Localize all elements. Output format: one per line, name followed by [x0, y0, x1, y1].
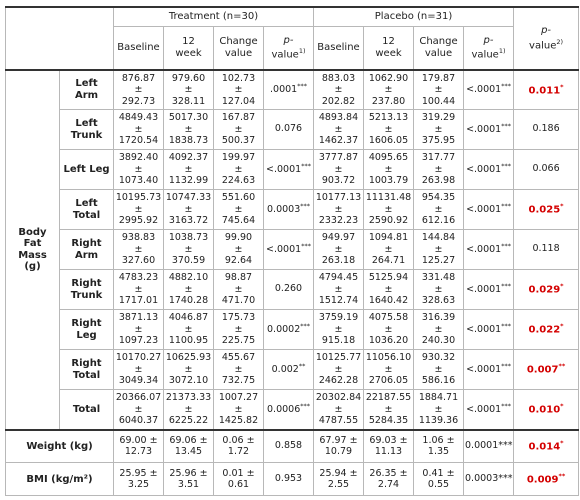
- row-label-text: Right Total: [71, 358, 102, 381]
- placebo-p-value-cell: [464, 110, 514, 150]
- treatment-p-value-cell: [264, 390, 314, 430]
- table-row: [6, 230, 579, 270]
- cell-value: 4075.58 ± 1036.20: [368, 312, 409, 347]
- cell-value: 1038.73 ± 370.59: [168, 232, 209, 267]
- between-group-p-value-cell: [514, 350, 579, 390]
- treatment-chg-cell: [214, 110, 264, 150]
- row-label: [60, 110, 114, 150]
- p-value-text: 0.076: [274, 123, 303, 135]
- placebo-chg-cell: [414, 390, 464, 430]
- cell-value: 3871.13 ± 1097.23: [118, 312, 159, 347]
- cell-value: 0.01 ± 0.61: [222, 467, 255, 490]
- cell-value: 949.97 ± 263.18: [321, 232, 356, 267]
- cell-value: 1884.71 ± 1139.36: [418, 392, 459, 426]
- row-label: [60, 150, 114, 190]
- p-value-text: 0.0006***: [267, 401, 310, 416]
- body-fat-mass-label: [6, 70, 60, 430]
- between-group-p-value-cell: [514, 390, 579, 430]
- cell-value: 25.96 ± 3.51: [169, 467, 208, 490]
- row-label-text: Left Trunk: [70, 118, 103, 141]
- cell-value: 5017.30 ± 1838.73: [168, 112, 209, 147]
- p-value-text: 0.118: [532, 243, 560, 255]
- treatment-12w-cell: [164, 390, 214, 430]
- placebo-12w-cell: [364, 190, 414, 230]
- cell-value: 551.60 ± 745.64: [221, 192, 256, 227]
- cell-value: 11131.48 ± 2590.92: [365, 192, 412, 227]
- table-row: [6, 350, 579, 390]
- placebo-base-cell: [314, 190, 364, 230]
- treatment-chg-cell: [214, 190, 264, 230]
- row-label: [60, 190, 114, 230]
- treatment-chg-cell: [214, 230, 264, 270]
- row-label-text: Right Trunk: [70, 278, 103, 301]
- cell-value: 10177.13 ± 2332.23: [315, 192, 362, 227]
- placebo-p-value-cell: [464, 190, 514, 230]
- treatment-chg-cell: [214, 390, 264, 430]
- p-value-text: <.0001***: [466, 362, 511, 376]
- cell-value: 319.29 ± 375.95: [421, 112, 456, 147]
- table-row: [6, 150, 579, 190]
- header-row-groups: [6, 7, 579, 26]
- between-group-p-value-cell: [514, 150, 579, 190]
- placebo-p-value-cell: [464, 70, 514, 110]
- treatment-p-value-cell: [264, 70, 314, 110]
- cell-value: 69.03 ± 11.13: [369, 434, 408, 458]
- cell-value: 69.00 ± 12.73: [119, 434, 158, 458]
- treatment-base-cell: [114, 110, 164, 150]
- treatment-base-cell: [114, 350, 164, 390]
- cell-value: 317.77 ± 263.98: [421, 152, 456, 187]
- placebo-12w-cell: [364, 230, 414, 270]
- treatment-p-value-cell: [264, 230, 314, 270]
- cell-value: 21373.33 ± 6225.22: [165, 392, 212, 426]
- row-label: [60, 350, 114, 390]
- placebo-base-cell: [314, 150, 364, 190]
- placebo-p-value-header: p- value$^{1)}$: [464, 26, 514, 69]
- cell-value: 10125.77 ± 2462.28: [315, 352, 362, 387]
- placebo-chg-cell: [414, 190, 464, 230]
- bmi-placebo-base-cell: [314, 463, 364, 496]
- cell-value: 4095.65 ± 1003.79: [368, 152, 409, 187]
- row-label: [60, 310, 114, 350]
- placebo-12w-cell: [364, 350, 414, 390]
- placebo-base-cell: [314, 110, 364, 150]
- between-group-p-value-cell: [514, 230, 579, 270]
- placebo-chg-cell: [414, 110, 464, 150]
- p-value-2-header: p- value$^{2)}$: [514, 7, 579, 70]
- treatment-12week-header: [164, 26, 214, 69]
- cell-value: 20366.07 ± 6040.37: [115, 392, 162, 426]
- cell-value: 3892.40 ± 1073.40: [118, 152, 159, 187]
- table-row: [6, 310, 579, 350]
- treatment-p-value-cell: [264, 190, 314, 230]
- table-row: [6, 110, 579, 150]
- cell-value: 10747.33 ± 3163.72: [165, 192, 212, 227]
- row-label: [60, 390, 114, 430]
- cell-value: 10195.73 ± 2995.92: [115, 192, 162, 227]
- row-label-text: Left Leg: [63, 163, 110, 175]
- p-value-text: 0.025*: [528, 202, 564, 216]
- placebo-p-value-cell: [464, 350, 514, 390]
- placebo-base-cell: [314, 350, 364, 390]
- treatment-12w-cell: [164, 350, 214, 390]
- weight-placebo-p-value-cell: 0.0001***: [464, 430, 514, 463]
- p-value-text: 0.029*: [528, 282, 564, 296]
- placebo-chg-cell: [414, 270, 464, 310]
- cell-value: 5125.94 ± 1640.42: [368, 272, 409, 307]
- p-value-text: 0.0003***: [267, 202, 310, 216]
- p-value-text: <.0001***: [466, 122, 511, 136]
- cell-value: 4092.37 ± 1132.99: [168, 152, 209, 187]
- placebo-base-cell: [314, 390, 364, 430]
- row-label-text: Right Arm: [71, 238, 102, 261]
- table-row: [6, 70, 579, 110]
- placebo-baseline-header: [314, 26, 364, 69]
- cell-value: 4794.45 ± 1512.74: [318, 272, 359, 307]
- table-row: [6, 270, 579, 310]
- placebo-base-cell: [314, 230, 364, 270]
- weight-between-group-p-value-cell: [514, 430, 579, 463]
- cell-value: 25.95 ± 3.25: [119, 467, 158, 490]
- placebo-12w-cell: [364, 270, 414, 310]
- p-value-text: <.0001***: [466, 282, 511, 296]
- bmi-treatment-chg-cell: [214, 463, 264, 496]
- bmi-placebo-p-value-cell: 0.0003***: [464, 463, 514, 496]
- p-value-text: <.0001***: [266, 242, 311, 256]
- table-body: [6, 7, 579, 496]
- bmi-treatment-base-cell: [114, 463, 164, 496]
- treatment-12w-cell: [164, 310, 214, 350]
- p-value-text: <.0001***: [266, 162, 311, 176]
- treatment-chg-cell: [214, 70, 264, 110]
- cell-value: 175.73 ± 225.75: [221, 312, 256, 347]
- cell-value: 67.97 ± 10.79: [319, 434, 358, 458]
- treatment-base-cell: [114, 310, 164, 350]
- placebo-change-header: [414, 26, 464, 69]
- between-group-p-value-cell: [514, 270, 579, 310]
- weight-treatment-base-cell: [114, 430, 164, 463]
- cell-value: 4783.23 ± 1717.01: [118, 272, 159, 307]
- bmi-treatment-p-value-cell: 0.953: [264, 463, 314, 496]
- cell-value: 930.32 ± 586.16: [421, 352, 456, 387]
- p-value-text: 0.011*: [528, 82, 564, 96]
- bmi-label: BMI (kg/m²): [6, 463, 114, 496]
- weight-placebo-12w-cell: [364, 430, 414, 463]
- placebo-p-value-cell: [464, 390, 514, 430]
- cell-value: 144.84 ± 125.27: [421, 232, 456, 267]
- bmi-between-group-p-value-cell: [514, 463, 579, 496]
- p-value-text: <.0001***: [466, 401, 511, 416]
- placebo-p-value-cell: [464, 310, 514, 350]
- treatment-group-header: Treatment (n=30): [114, 7, 314, 26]
- cell-value: 876.87 ± 292.73: [121, 72, 156, 107]
- treatment-p-value-cell: [264, 350, 314, 390]
- treatment-base-cell: [114, 150, 164, 190]
- row-label-text: Total: [72, 403, 101, 415]
- weight-treatment-p-value-cell: 0.858: [264, 430, 314, 463]
- cell-value: 1.06 ± 1.35: [422, 434, 455, 458]
- p-value-text: <.0001***: [466, 322, 511, 336]
- treatment-baseline-header-label: Baseline: [117, 41, 160, 53]
- treatment-12w-cell: [164, 270, 214, 310]
- bmi-row: [6, 463, 579, 496]
- treatment-p-value-header: p- value$^{1)}$: [264, 26, 314, 69]
- cell-value: 10170.27 ± 3049.34: [115, 352, 162, 387]
- cell-value: 938.83 ± 327.60: [121, 232, 156, 267]
- p-value-text: <.0001***: [466, 82, 511, 96]
- weight-row: [6, 430, 579, 463]
- cell-value: 4882.10 ± 1740.28: [168, 272, 209, 307]
- cell-value: 0.41 ± 0.55: [422, 467, 455, 490]
- p-value-text: 0.022*: [528, 322, 564, 336]
- treatment-chg-cell: [214, 150, 264, 190]
- treatment-p-value-cell: [264, 110, 314, 150]
- treatment-base-cell: [114, 390, 164, 430]
- corner-cell: [6, 7, 114, 70]
- placebo-change-header-label: Change value: [419, 36, 458, 59]
- placebo-chg-cell: [414, 310, 464, 350]
- placebo-base-cell: [314, 270, 364, 310]
- cell-value: 3759.19 ± 915.18: [318, 312, 359, 347]
- placebo-baseline-header-label: Baseline: [317, 41, 360, 53]
- treatment-chg-cell: [214, 270, 264, 310]
- cell-value: 4893.84 ± 1462.37: [318, 112, 359, 147]
- cell-value: 10625.93 ± 3072.10: [165, 352, 212, 387]
- treatment-baseline-header: [114, 26, 164, 69]
- cell-value: 167.87 ± 500.37: [221, 112, 256, 147]
- placebo-12week-header: [364, 26, 414, 69]
- placebo-12w-cell: [364, 390, 414, 430]
- p-value-text: 0.186: [532, 123, 560, 135]
- table-row: [6, 390, 579, 430]
- cell-value: 1094.81 ± 264.71: [368, 232, 409, 267]
- cell-value: 102.73 ± 127.04: [221, 72, 256, 107]
- row-label: [60, 70, 114, 110]
- placebo-chg-cell: [414, 70, 464, 110]
- row-label: [60, 270, 114, 310]
- cell-value: 883.03 ± 202.82: [321, 72, 356, 107]
- treatment-p-value-cell: [264, 150, 314, 190]
- cell-value: 316.39 ± 240.30: [421, 312, 456, 347]
- p-value-text: 0.010*: [528, 402, 564, 416]
- treatment-12w-cell: [164, 110, 214, 150]
- weight-treatment-chg-cell: [214, 430, 264, 463]
- p-value-text: 0.014*: [528, 439, 564, 453]
- p-value-text: 0.0002***: [267, 322, 310, 336]
- cell-value: 3777.87 ± 903.72: [318, 152, 359, 187]
- row-label-text: Left Arm: [74, 78, 99, 101]
- cell-value: 331.48 ± 328.63: [421, 272, 456, 307]
- cell-value: 25.94 ± 2.55: [319, 467, 358, 490]
- cell-value: 455.67 ± 732.75: [221, 352, 256, 387]
- cell-value: 0.06 ± 1.72: [222, 434, 255, 458]
- treatment-change-header: [214, 26, 264, 69]
- treatment-base-cell: [114, 190, 164, 230]
- row-label-text: Left Total: [72, 198, 101, 221]
- p-value-text: 0.260: [274, 283, 303, 295]
- results-table: [5, 6, 579, 496]
- cell-value: 98.87 ± 471.70: [221, 272, 256, 307]
- treatment-12week-header-label: 12 week: [175, 36, 202, 59]
- placebo-12week-header-label: 12 week: [375, 36, 402, 59]
- cell-value: 4046.87 ± 1100.95: [168, 312, 209, 347]
- p-value-text: <.0001***: [466, 162, 511, 176]
- cell-value: 5213.13 ± 1606.05: [368, 112, 409, 147]
- placebo-12w-cell: [364, 110, 414, 150]
- bmi-treatment-12w-cell: [164, 463, 214, 496]
- treatment-base-cell: [114, 70, 164, 110]
- cell-value: 26.35 ± 2.74: [369, 467, 408, 490]
- treatment-12w-cell: [164, 150, 214, 190]
- table-row: [6, 190, 579, 230]
- treatment-12w-cell: [164, 70, 214, 110]
- cell-value: 20302.84 ± 4787.55: [315, 392, 362, 426]
- p-value-text: 0.007**: [526, 362, 566, 376]
- cell-value: 22187.55 ± 5284.35: [365, 392, 412, 426]
- cell-value: 199.97 ± 224.63: [221, 152, 256, 187]
- p-value-text: 0.066: [532, 163, 560, 175]
- placebo-chg-cell: [414, 350, 464, 390]
- p-value-text: .0001***: [270, 82, 307, 96]
- p-value-text: 0.002**: [271, 362, 306, 376]
- weight-placebo-chg-cell: [414, 430, 464, 463]
- placebo-12w-cell: [364, 70, 414, 110]
- placebo-group-header: Placebo (n=31): [314, 7, 514, 26]
- cell-value: 979.60 ± 328.11: [171, 72, 206, 107]
- treatment-p-value-cell: [264, 270, 314, 310]
- bmi-placebo-chg-cell: [414, 463, 464, 496]
- cell-value: 1007.27 ± 1425.82: [218, 392, 259, 426]
- cell-value: 954.35 ± 612.16: [421, 192, 456, 227]
- body-fat-mass-text: Body Fat Mass (g): [18, 226, 47, 272]
- treatment-12w-cell: [164, 230, 214, 270]
- cell-value: 4849.43 ± 1720.54: [118, 112, 159, 147]
- placebo-p-value-cell: [464, 270, 514, 310]
- p-value-text: 0.009**: [526, 471, 566, 486]
- treatment-chg-cell: [214, 310, 264, 350]
- cell-value: 69.06 ± 13.45: [169, 434, 208, 458]
- placebo-12w-cell: [364, 310, 414, 350]
- cell-value: 99.90 ± 92.64: [224, 232, 253, 267]
- placebo-chg-cell: [414, 230, 464, 270]
- placebo-p-value-cell: [464, 230, 514, 270]
- between-group-p-value-cell: [514, 110, 579, 150]
- weight-placebo-base-cell: [314, 430, 364, 463]
- treatment-base-cell: [114, 270, 164, 310]
- placebo-12w-cell: [364, 150, 414, 190]
- treatment-p-value-cell: [264, 310, 314, 350]
- row-label-text: Right Leg: [71, 318, 102, 341]
- between-group-p-value-cell: [514, 70, 579, 110]
- p-value-text: <.0001***: [466, 242, 511, 256]
- bmi-placebo-12w-cell: [364, 463, 414, 496]
- between-group-p-value-cell: [514, 190, 579, 230]
- cell-value: 11056.10 ± 2706.05: [365, 352, 412, 387]
- between-group-p-value-cell: [514, 310, 579, 350]
- treatment-chg-cell: [214, 350, 264, 390]
- treatment-base-cell: [114, 230, 164, 270]
- placebo-p-value-cell: [464, 150, 514, 190]
- placebo-base-cell: [314, 310, 364, 350]
- cell-value: 179.87 ± 100.44: [421, 72, 456, 107]
- weight-label: Weight (kg): [6, 430, 114, 463]
- placebo-chg-cell: [414, 150, 464, 190]
- placebo-base-cell: [314, 70, 364, 110]
- p-value-text: <.0001***: [466, 202, 511, 216]
- row-label: [60, 230, 114, 270]
- cell-value: 1062.90 ± 237.80: [368, 72, 409, 107]
- treatment-12w-cell: [164, 190, 214, 230]
- weight-treatment-12w-cell: [164, 430, 214, 463]
- treatment-change-header-label: Change value: [219, 36, 258, 59]
